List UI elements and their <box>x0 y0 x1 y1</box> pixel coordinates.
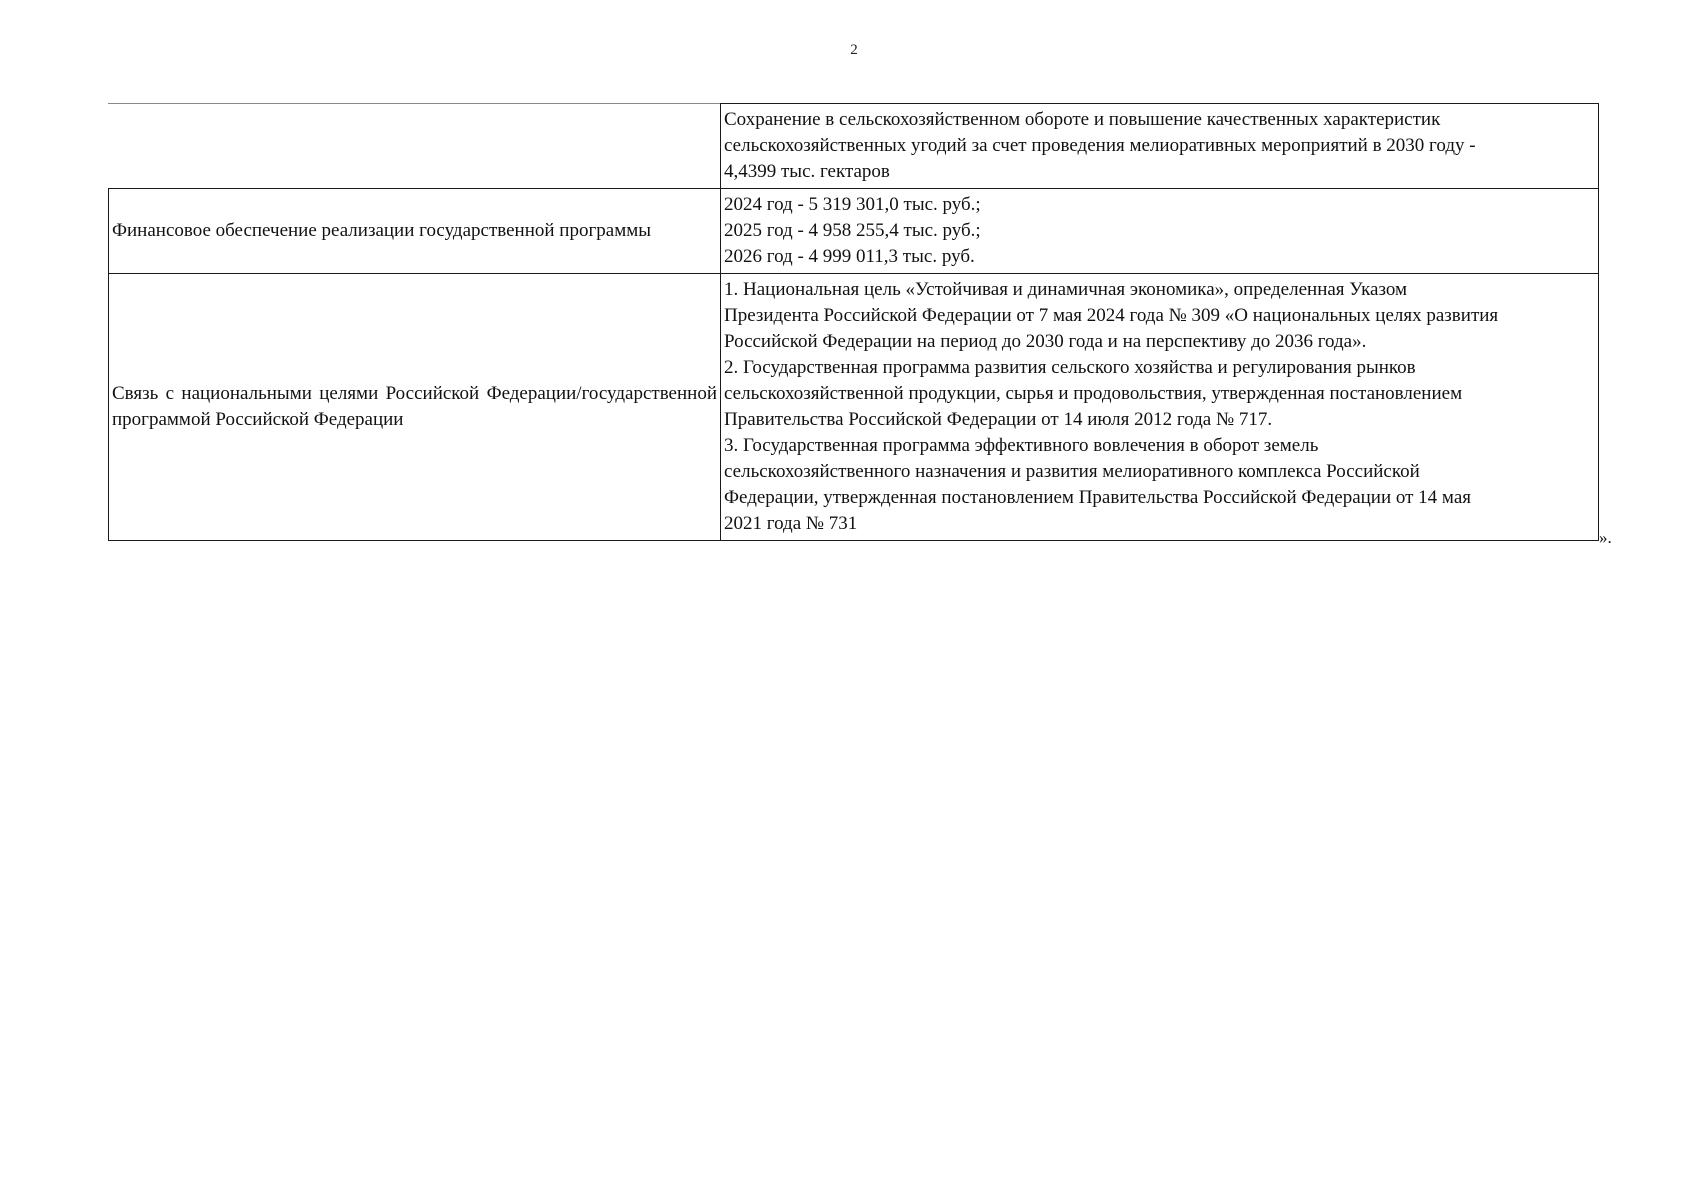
value-line: 2024 год - 5 319 301,0 тыс. руб.; <box>724 194 981 215</box>
table-row <box>109 274 1599 541</box>
value-line: Российской Федерации на период до 2030 года и на перспективу до 2036 года». <box>724 331 1367 352</box>
program-passport-table <box>108 103 1599 541</box>
row-label: Финансовое обеспечение реализации государственной программы <box>109 189 721 274</box>
value-line: сельскохозяйственной продукции, сырья и продовольствия, утвержденная постановлением <box>724 383 1463 404</box>
row-value <box>721 189 1599 274</box>
table-row <box>109 104 1599 189</box>
row-label <box>109 104 721 189</box>
row-value <box>721 104 1599 189</box>
value-line: 2025 год - 4 958 255,4 тыс. руб.; <box>724 220 981 241</box>
value-line: сельскохозяйственного назначения и развития мелиоративного комплекса Российской <box>724 461 1420 482</box>
value-line: 4,4399 тыс. гектаров <box>724 161 890 182</box>
page-number: 2 <box>850 42 858 58</box>
value-line: 2. Государственная программа развития сельского хозяйства и регулирования рынков <box>724 357 1416 378</box>
value-line: 2021 года № 731 <box>724 513 858 534</box>
value-line: Федерации, утвержденная постановлением Правительства Российской Федерации от 14 мая <box>724 487 1472 508</box>
value-line: 3. Государственная программа эффективного вовлечения в оборот земель <box>724 435 1319 456</box>
table-row <box>109 189 1599 274</box>
value-line: 1. Национальная цель «Устойчивая и динамичная экономика», определенная Указом <box>724 279 1408 300</box>
value-line: Правительства Российской Федерации от 14 июля 2012 года № 717. <box>724 409 1273 430</box>
row-value <box>721 274 1599 541</box>
row-label: Связь с национальными целями Российской Федерации/государственной программой Российской Федерации <box>109 274 721 541</box>
value-line: Сохранение в сельскохозяйственном обороте и повышение качественных характеристик <box>724 109 1441 130</box>
value-line: 2026 год - 4 999 011,3 тыс. руб. <box>724 246 975 267</box>
value-line: Президента Российской Федерации от 7 мая 2024 года № 309 «О национальных целях развития <box>724 305 1499 326</box>
closing-quote: ». <box>1599 528 1612 547</box>
value-line: сельскохозяйственных угодий за счет проведения мелиоративных мероприятий в 2030 году - <box>724 135 1476 156</box>
